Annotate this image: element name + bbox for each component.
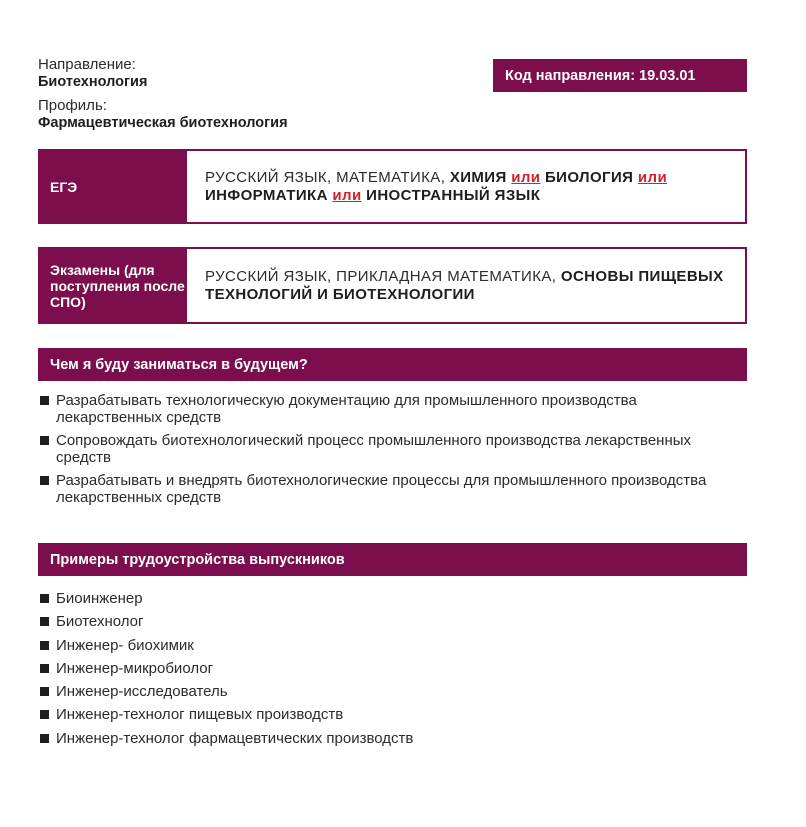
- direction-value: Биотехнология: [38, 74, 148, 90]
- future-section-title: Чем я буду заниматься в будущем?: [38, 348, 747, 381]
- ege-subject-chemistry: ХИМИЯ: [449, 168, 507, 186]
- list-item: Инженер- биохимик: [38, 637, 718, 654]
- list-item: Инженер-технолог пищевых производств: [38, 706, 718, 723]
- list-item: Инженер-технолог фармацевтических производств: [38, 730, 718, 747]
- jobs-section-title: Примеры трудоустройства выпускников: [38, 543, 747, 576]
- ege-subjects-regular: РУССКИЙ ЯЗЫК, МАТЕМАТИКА,: [205, 168, 450, 186]
- ege-subject-foreign-language: ИНОСТРАННЫЙ ЯЗЫК: [366, 186, 541, 204]
- ege-box: [38, 149, 747, 224]
- ege-subject-biology: БИОЛОГИЯ: [545, 168, 634, 186]
- spo-box: [38, 247, 747, 324]
- future-list: [38, 392, 718, 512]
- direction-code-badge: Код направления: 19.03.01: [493, 59, 747, 92]
- list-item: Биоинженер: [38, 590, 718, 607]
- spo-label: Экзамены (для поступления после СПО): [40, 249, 187, 322]
- ege-label: ЕГЭ: [40, 151, 187, 222]
- list-item: Инженер-микробиолог: [38, 660, 718, 677]
- profile-value: Фармацевтическая биотехнология: [38, 115, 288, 131]
- ege-subjects: [187, 151, 745, 222]
- list-item: Биотехнолог: [38, 613, 718, 630]
- spo-subjects-regular: РУССКИЙ ЯЗЫК, ПРИКЛАДНАЯ МАТЕМАТИКА,: [205, 267, 561, 285]
- ege-or-3: или: [332, 186, 362, 204]
- list-item: Разрабатывать и внедрять биотехнологические процессы для промышленного производства лекарственных средств: [38, 472, 718, 506]
- direction-label: Направление:: [38, 56, 136, 73]
- list-item: Инженер-исследователь: [38, 683, 718, 700]
- ege-subject-informatics: ИНФОРМАТИКА: [205, 186, 328, 204]
- list-item: Сопровождать биотехнологический процесс промышленного производства лекарственных средств: [38, 432, 718, 466]
- ege-or-2: или: [637, 168, 668, 186]
- profile-label: Профиль:: [38, 97, 107, 114]
- spo-subjects: [187, 249, 745, 322]
- list-item: Разрабатывать технологическую документацию для промышленного производства лекарственных средств: [38, 392, 718, 426]
- ege-or-1: или: [511, 168, 541, 186]
- jobs-list: [38, 590, 718, 753]
- spo-subjects-bold: ОСНОВЫ ПИЩЕВЫХ ТЕХНОЛОГИЙ И БИОТЕХНОЛОГИИ: [205, 267, 724, 303]
